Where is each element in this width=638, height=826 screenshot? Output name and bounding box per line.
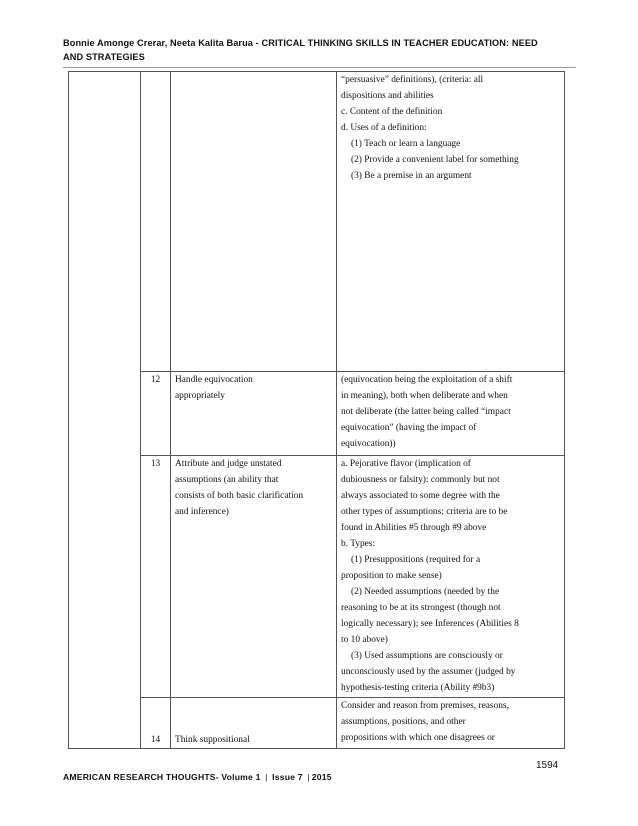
row-number-cell	[141, 72, 171, 372]
skill-cell	[171, 72, 337, 372]
running-header	[63, 36, 583, 64]
detail-line: hypothesis-testing criteria (Ability #9b3)	[341, 683, 495, 693]
category-cell	[69, 72, 141, 749]
detail-line: not deliberate (the latter being called “impact	[341, 407, 511, 417]
skill-line: Think suppositional	[175, 735, 250, 745]
page-number: 1594	[536, 760, 559, 771]
running-footer	[63, 772, 332, 782]
critical-thinking-table	[68, 71, 565, 749]
detail-line: equivocation” (having the impact of	[341, 423, 477, 433]
detail-line: dubiousness or falsity): commonly but not	[341, 475, 500, 485]
detail-line: proposition to make sense)	[341, 571, 442, 581]
detail-line: propositions with which one disagrees or	[341, 733, 495, 743]
detail-line: d. Uses of a definition:	[341, 123, 427, 133]
row-number-cell: 14	[141, 698, 171, 749]
footer-journal: AMERICAN RESEARCH THOUGHTS- Volume 1	[63, 772, 261, 782]
detail-line: (2) Needed assumptions (needed by the	[351, 587, 500, 597]
footer-year: 2015	[311, 772, 332, 782]
detail-line: (1) Presuppositions (required for a	[351, 555, 481, 565]
detail-cell	[337, 456, 565, 698]
detail-cell	[337, 72, 565, 372]
detail-line: found in Abilities #5 through #9 above	[341, 523, 487, 533]
detail-line: assumptions, positions, and other	[341, 717, 466, 727]
detail-line: (1) Teach or learn a language	[351, 139, 461, 149]
detail-line: in meaning), both when deliberate and when	[341, 391, 508, 401]
detail-line: unconsciously used by the assumer (judged by	[341, 667, 516, 677]
detail-line: “persuasive” definitions), (criteria: all	[341, 75, 484, 85]
table-row	[69, 72, 565, 372]
skill-cell	[171, 698, 337, 749]
footer-separator: |	[265, 772, 268, 782]
skill-line: assumptions (an ability that	[175, 475, 279, 485]
detail-line: Consider and reason from premises, reasons,	[341, 701, 509, 711]
skill-line: appropriately	[175, 391, 225, 401]
detail-line: equivocation))	[341, 439, 396, 449]
detail-line: dispositions and abilities	[341, 91, 434, 101]
skill-cell	[171, 372, 337, 456]
header-line-2: AND STRATEGIES	[63, 52, 145, 62]
table-row	[69, 456, 565, 698]
header-divider	[63, 67, 576, 68]
table-row	[69, 698, 565, 749]
detail-line: always associated to some degree with the	[341, 491, 500, 501]
detail-line: (3) Be a premise in an argument	[351, 171, 472, 181]
skill-line: Attribute and judge unstated	[175, 459, 282, 469]
detail-line: a. Pejorative flavor (implication of	[341, 459, 471, 469]
footer-separator: |	[307, 772, 310, 782]
detail-cell	[337, 698, 565, 749]
skill-line: Handle equivocation	[175, 375, 253, 385]
skill-cell	[171, 456, 337, 698]
row-number-cell: 13	[141, 456, 171, 698]
detail-line: logically necessary); see Inferences (Abilities 8	[341, 619, 519, 629]
detail-line: to 10 above)	[341, 635, 388, 645]
detail-line: (2) Provide a convenient label for something	[351, 155, 519, 165]
detail-line: b. Types:	[341, 539, 376, 549]
table-row	[69, 372, 565, 456]
detail-line: c. Content of the definition	[341, 107, 443, 117]
footer-issue: Issue 7	[272, 772, 303, 782]
detail-line: (equivocation being the exploitation of a shift	[341, 375, 513, 385]
detail-line: other types of assumptions; criteria are to be	[341, 507, 508, 517]
skill-line: and inference)	[175, 507, 229, 517]
skill-line: consists of both basic clarification	[175, 491, 304, 501]
detail-line: (3) Used assumptions are consciously or	[351, 651, 503, 661]
detail-line: reasoning to be at its strongest (though not	[341, 603, 501, 613]
row-number-cell: 12	[141, 372, 171, 456]
detail-cell	[337, 372, 565, 456]
header-line-1: Bonnie Amonge Crerar, Neeta Kalita Barua - CRITICAL THINKING SKILLS IN TEACHER EDUCATION: NEED	[63, 38, 538, 48]
